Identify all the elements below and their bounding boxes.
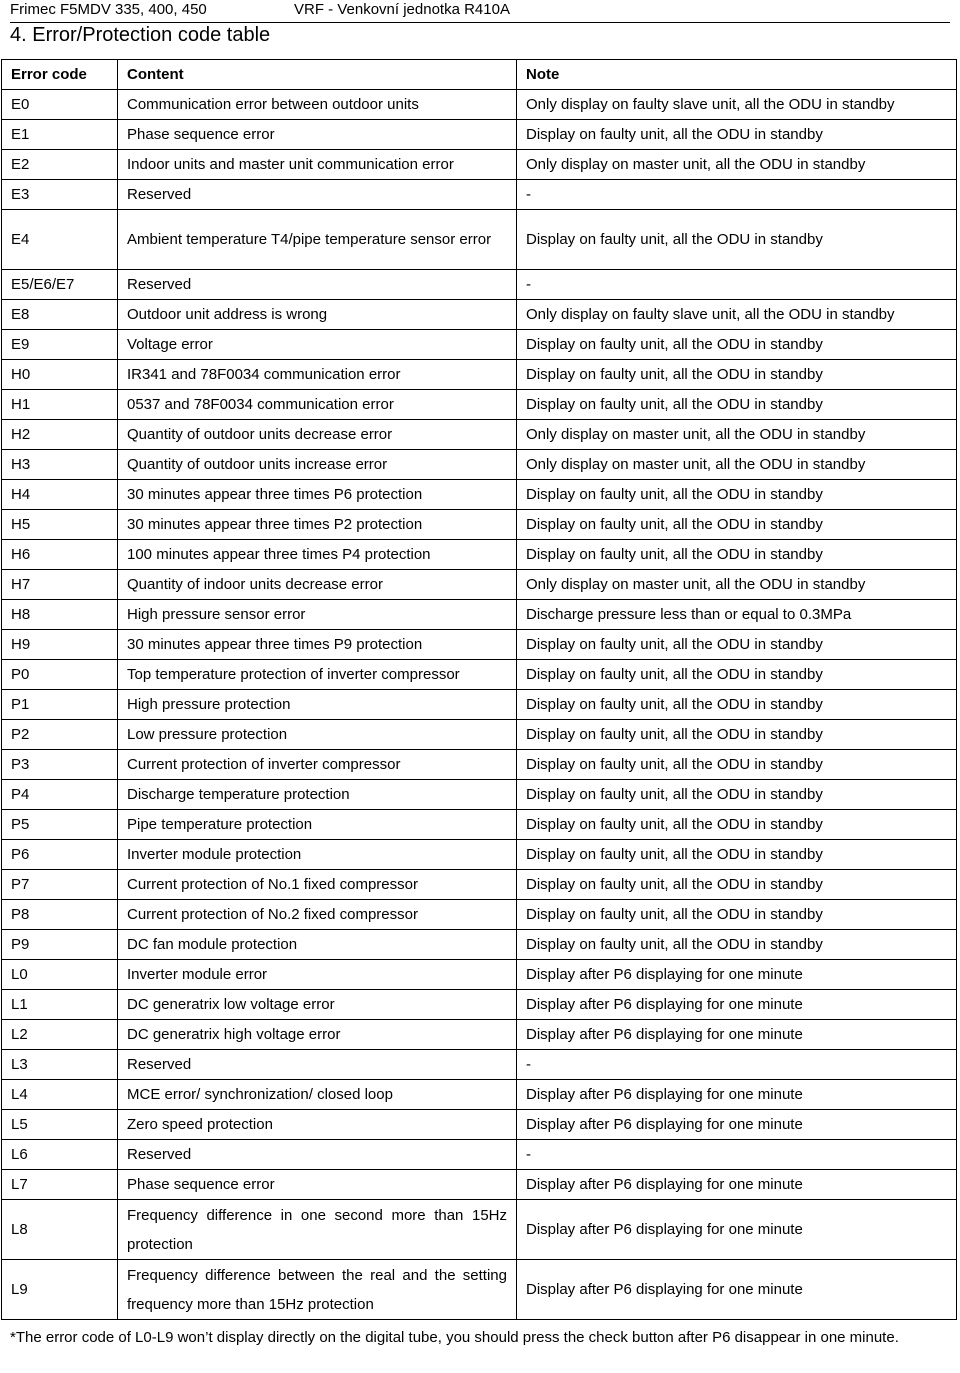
content-cell: Inverter module protection xyxy=(118,840,517,870)
table-row xyxy=(2,360,957,390)
content-cell: 30 minutes appear three times P9 protection xyxy=(118,630,517,660)
table-row xyxy=(2,1080,957,1110)
table-row xyxy=(2,450,957,480)
error-code-cell: L0 xyxy=(2,960,118,990)
table-row xyxy=(2,480,957,510)
note-cell: Display on faulty unit, all the ODU in standby xyxy=(517,540,957,570)
table-row xyxy=(2,840,957,870)
table-row xyxy=(2,930,957,960)
content-cell: Frequency difference in one second more than 15Hz protection xyxy=(118,1200,517,1260)
note-cell: Only display on master unit, all the ODU in standby xyxy=(517,420,957,450)
note-cell: Display after P6 displaying for one minute xyxy=(517,1200,957,1260)
content-cell: Discharge temperature protection xyxy=(118,780,517,810)
table-row xyxy=(2,720,957,750)
content-cell: Low pressure protection xyxy=(118,720,517,750)
error-code-cell: E4 xyxy=(2,210,118,270)
table-row xyxy=(2,900,957,930)
content-cell: Quantity of outdoor units increase error xyxy=(118,450,517,480)
note-cell: Display on faulty unit, all the ODU in standby xyxy=(517,930,957,960)
note-cell: - xyxy=(517,180,957,210)
note-cell: Display on faulty unit, all the ODU in standby xyxy=(517,900,957,930)
error-code-cell: H1 xyxy=(2,390,118,420)
error-code-cell: L4 xyxy=(2,1080,118,1110)
table-row xyxy=(2,1110,957,1140)
note-cell: Display on faulty unit, all the ODU in standby xyxy=(517,840,957,870)
table-row xyxy=(2,1020,957,1050)
note-cell: Display on faulty unit, all the ODU in standby xyxy=(517,720,957,750)
content-cell: Ambient temperature T4/pipe temperature sensor error xyxy=(118,210,517,270)
content-cell: DC generatrix high voltage error xyxy=(118,1020,517,1050)
note-cell: Display on faulty unit, all the ODU in standby xyxy=(517,870,957,900)
table-row xyxy=(2,390,957,420)
table-row xyxy=(2,210,957,270)
error-code-cell: H3 xyxy=(2,450,118,480)
table-row xyxy=(2,90,957,120)
table-row xyxy=(2,810,957,840)
content-cell: Frequency difference between the real and the setting frequency more than 15Hz protection xyxy=(118,1260,517,1320)
note-cell: Display after P6 displaying for one minute xyxy=(517,990,957,1020)
column-header-code: Error code xyxy=(2,60,118,90)
error-code-cell: P3 xyxy=(2,750,118,780)
content-cell: Inverter module error xyxy=(118,960,517,990)
table-row xyxy=(2,540,957,570)
note-cell: Display after P6 displaying for one minute xyxy=(517,1260,957,1320)
content-cell: Pipe temperature protection xyxy=(118,810,517,840)
error-code-cell: E1 xyxy=(2,120,118,150)
note-cell: Discharge pressure less than or equal to 0.3MPa xyxy=(517,600,957,630)
error-code-cell: L6 xyxy=(2,1140,118,1170)
note-cell: Only display on faulty slave unit, all the ODU in standby xyxy=(517,300,957,330)
error-code-cell: H2 xyxy=(2,420,118,450)
table-row xyxy=(2,870,957,900)
note-cell: Display on faulty unit, all the ODU in standby xyxy=(517,510,957,540)
table-row xyxy=(2,420,957,450)
note-cell: Display on faulty unit, all the ODU in standby xyxy=(517,480,957,510)
error-code-cell: P9 xyxy=(2,930,118,960)
model-label: Frimec F5MDV 335, 400, 450 xyxy=(10,1,207,18)
note-cell: Only display on master unit, all the ODU in standby xyxy=(517,450,957,480)
table-row xyxy=(2,300,957,330)
table-row xyxy=(2,1050,957,1080)
error-code-cell: P1 xyxy=(2,690,118,720)
table-row xyxy=(2,150,957,180)
table-row xyxy=(2,1170,957,1200)
error-code-cell: H7 xyxy=(2,570,118,600)
error-code-cell: H0 xyxy=(2,360,118,390)
content-cell: Current protection of No.1 fixed compressor xyxy=(118,870,517,900)
error-code-cell: P4 xyxy=(2,780,118,810)
error-code-cell: H8 xyxy=(2,600,118,630)
content-cell: DC generatrix low voltage error xyxy=(118,990,517,1020)
table-row xyxy=(2,570,957,600)
note-cell: - xyxy=(517,270,957,300)
note-cell: Display on faulty unit, all the ODU in standby xyxy=(517,780,957,810)
content-cell: Indoor units and master unit communication error xyxy=(118,150,517,180)
content-cell: Zero speed protection xyxy=(118,1110,517,1140)
error-code-table xyxy=(1,59,957,1320)
content-cell: Current protection of inverter compressor xyxy=(118,750,517,780)
error-code-cell: L8 xyxy=(2,1200,118,1260)
error-code-cell: E8 xyxy=(2,300,118,330)
table-row xyxy=(2,330,957,360)
error-code-cell: P0 xyxy=(2,660,118,690)
note-cell: Only display on master unit, all the ODU in standby xyxy=(517,570,957,600)
table-row xyxy=(2,960,957,990)
error-code-cell: L1 xyxy=(2,990,118,1020)
page-header xyxy=(10,0,950,23)
content-cell: High pressure protection xyxy=(118,690,517,720)
error-code-cell: H9 xyxy=(2,630,118,660)
error-code-cell: E3 xyxy=(2,180,118,210)
note-cell: Display after P6 displaying for one minute xyxy=(517,1110,957,1140)
note-cell: Display on faulty unit, all the ODU in standby xyxy=(517,750,957,780)
error-code-cell: P8 xyxy=(2,900,118,930)
note-cell: Display after P6 displaying for one minute xyxy=(517,960,957,990)
column-header-content: Content xyxy=(118,60,517,90)
error-code-cell: E9 xyxy=(2,330,118,360)
table-row xyxy=(2,690,957,720)
footnote: *The error code of L0-L9 won’t display directly on the digital tube, you should press the check button after P6 disappear in one minute. xyxy=(10,1329,899,1346)
error-code-cell: P6 xyxy=(2,840,118,870)
page-title: 4. Error/Protection code table xyxy=(10,24,271,46)
note-cell: Display on faulty unit, all the ODU in standby xyxy=(517,330,957,360)
content-cell: 0537 and 78F0034 communication error xyxy=(118,390,517,420)
note-cell: Only display on master unit, all the ODU in standby xyxy=(517,150,957,180)
table-row xyxy=(2,270,957,300)
note-cell: Display on faulty unit, all the ODU in standby xyxy=(517,660,957,690)
table-row xyxy=(2,750,957,780)
table-row xyxy=(2,1260,957,1320)
table-row xyxy=(2,1200,957,1260)
error-code-cell: E2 xyxy=(2,150,118,180)
content-cell: MCE error/ synchronization/ closed loop xyxy=(118,1080,517,1110)
note-cell: Display on faulty unit, all the ODU in standby xyxy=(517,120,957,150)
note-cell: - xyxy=(517,1050,957,1080)
error-code-cell: H5 xyxy=(2,510,118,540)
error-code-cell: P2 xyxy=(2,720,118,750)
note-cell: Display on faulty unit, all the ODU in standby xyxy=(517,360,957,390)
error-code-cell: H4 xyxy=(2,480,118,510)
content-cell: Reserved xyxy=(118,1140,517,1170)
content-cell: 30 minutes appear three times P2 protection xyxy=(118,510,517,540)
note-cell: Display after P6 displaying for one minute xyxy=(517,1080,957,1110)
note-cell: Only display on faulty slave unit, all the ODU in standby xyxy=(517,90,957,120)
content-cell: High pressure sensor error xyxy=(118,600,517,630)
content-cell: Phase sequence error xyxy=(118,1170,517,1200)
table-row xyxy=(2,990,957,1020)
table-body xyxy=(2,90,957,1320)
table-row xyxy=(2,600,957,630)
content-cell: 30 minutes appear three times P6 protection xyxy=(118,480,517,510)
table-row xyxy=(2,660,957,690)
note-cell: Display on faulty unit, all the ODU in standby xyxy=(517,630,957,660)
error-code-cell: P5 xyxy=(2,810,118,840)
error-code-cell: P7 xyxy=(2,870,118,900)
table-header-row xyxy=(2,60,957,90)
content-cell: Reserved xyxy=(118,180,517,210)
table-row xyxy=(2,120,957,150)
content-cell: Reserved xyxy=(118,1050,517,1080)
note-cell: Display on faulty unit, all the ODU in standby xyxy=(517,210,957,270)
table-row xyxy=(2,1140,957,1170)
error-code-cell: L3 xyxy=(2,1050,118,1080)
content-cell: 100 minutes appear three times P4 protection xyxy=(118,540,517,570)
content-cell: Top temperature protection of inverter compressor xyxy=(118,660,517,690)
content-cell: Communication error between outdoor units xyxy=(118,90,517,120)
content-cell: DC fan module protection xyxy=(118,930,517,960)
table-row xyxy=(2,510,957,540)
content-cell: Phase sequence error xyxy=(118,120,517,150)
content-cell: Quantity of indoor units decrease error xyxy=(118,570,517,600)
note-cell: - xyxy=(517,1140,957,1170)
error-code-cell: L9 xyxy=(2,1260,118,1320)
error-code-cell: H6 xyxy=(2,540,118,570)
error-code-cell: L2 xyxy=(2,1020,118,1050)
error-code-cell: E0 xyxy=(2,90,118,120)
content-cell: Quantity of outdoor units decrease error xyxy=(118,420,517,450)
content-cell: Outdoor unit address is wrong xyxy=(118,300,517,330)
note-cell: Display after P6 displaying for one minute xyxy=(517,1020,957,1050)
column-header-note: Note xyxy=(517,60,957,90)
content-cell: Reserved xyxy=(118,270,517,300)
note-cell: Display on faulty unit, all the ODU in standby xyxy=(517,690,957,720)
content-cell: IR341 and 78F0034 communication error xyxy=(118,360,517,390)
note-cell: Display on faulty unit, all the ODU in standby xyxy=(517,810,957,840)
error-code-cell: E5/E6/E7 xyxy=(2,270,118,300)
table-row xyxy=(2,180,957,210)
note-cell: Display after P6 displaying for one minute xyxy=(517,1170,957,1200)
content-cell: Voltage error xyxy=(118,330,517,360)
note-cell: Display on faulty unit, all the ODU in standby xyxy=(517,390,957,420)
table-row xyxy=(2,630,957,660)
table-row xyxy=(2,780,957,810)
error-code-cell: L5 xyxy=(2,1110,118,1140)
content-cell: Current protection of No.2 fixed compressor xyxy=(118,900,517,930)
series-label: VRF - Venkovní jednotka R410A xyxy=(294,1,510,18)
error-code-cell: L7 xyxy=(2,1170,118,1200)
